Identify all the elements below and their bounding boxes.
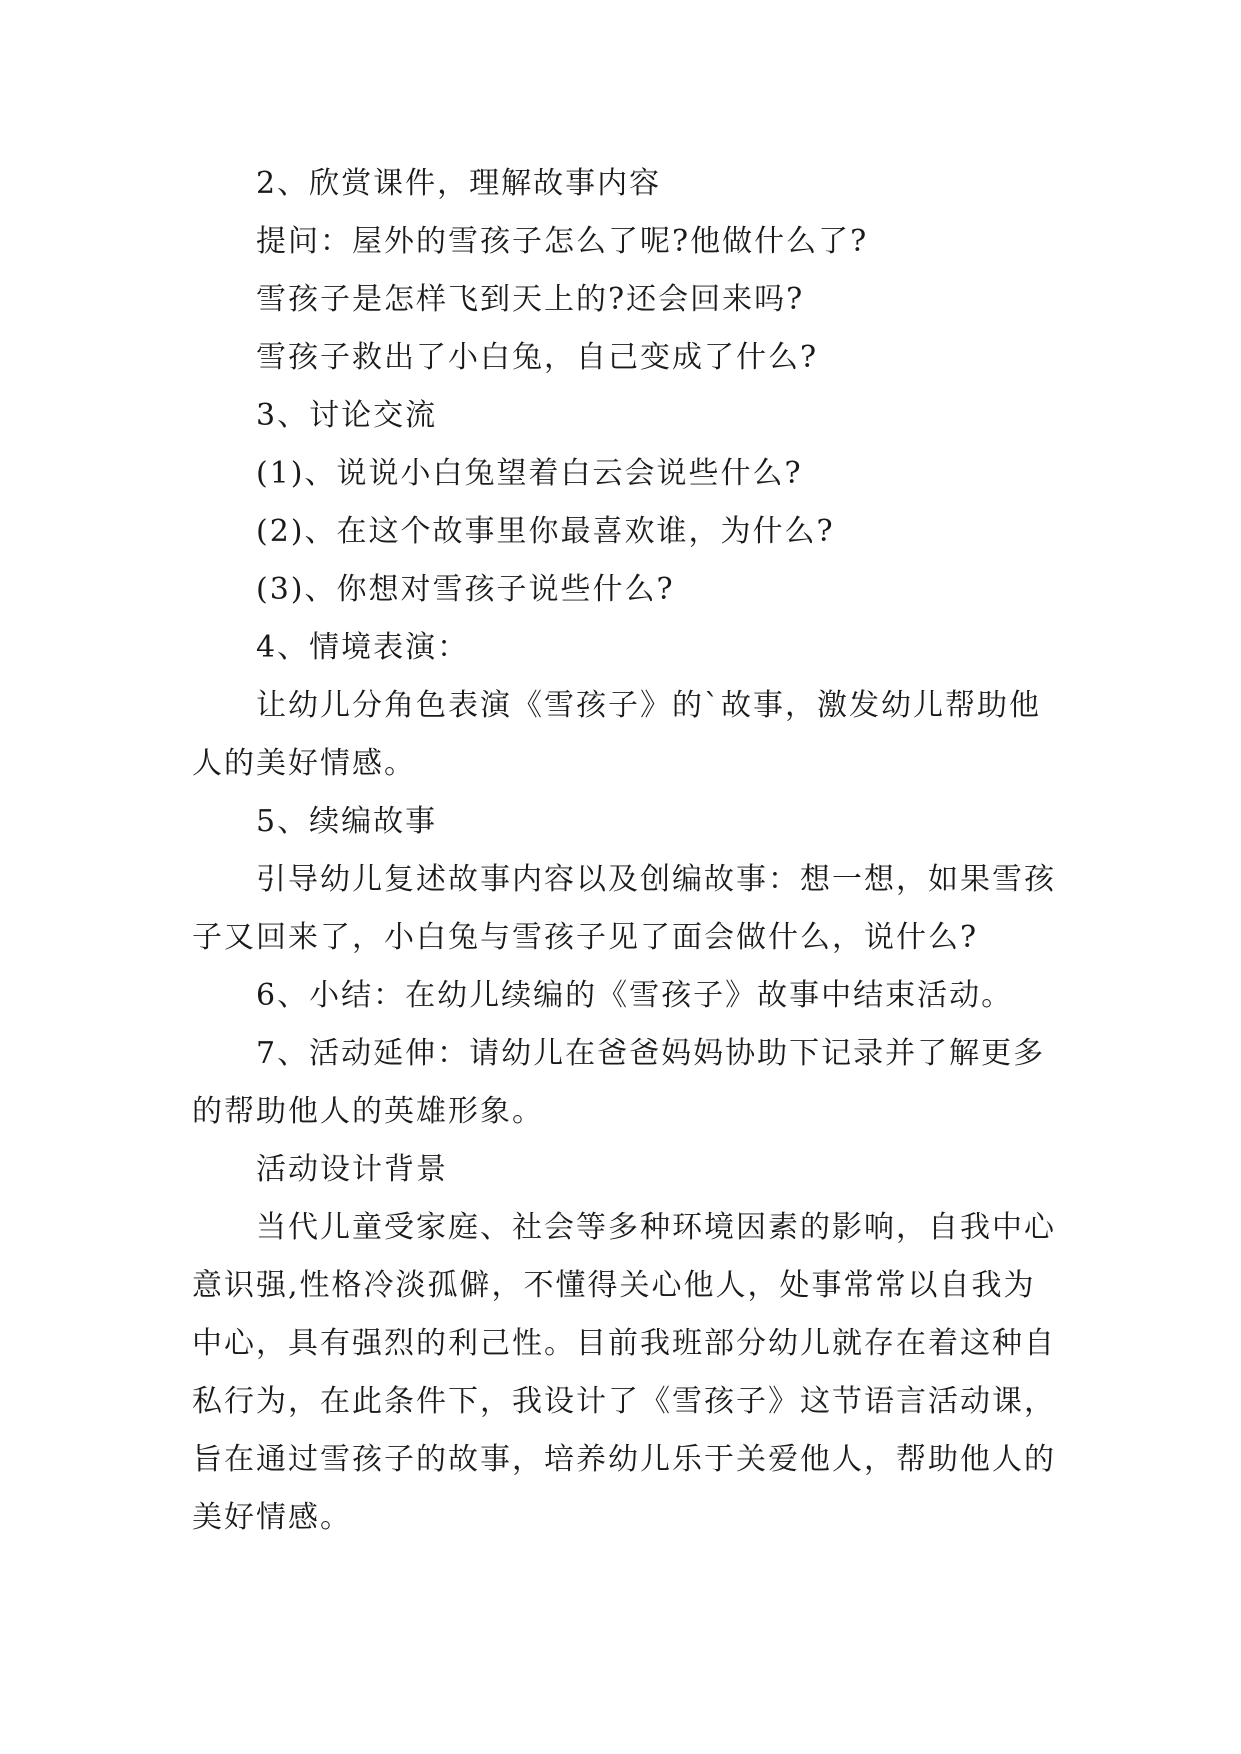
paragraph-discussion-1: (1)、说说小白兔望着白云会说些什么? xyxy=(256,456,803,491)
document-body xyxy=(192,155,1060,1547)
paragraph-role-play: 让幼儿分角色表演《雪孩子》的`故事，激发幼儿帮助他人的美好情感。 xyxy=(192,688,1041,781)
paragraph-question-3: 雪孩子救出了小白兔，自己变成了什么? xyxy=(256,340,819,375)
section-heading-background: 活动设计背景 xyxy=(256,1152,448,1187)
paragraph-step-5: 5、续编故事 xyxy=(256,804,438,839)
paragraph-step-6: 6、小结：在幼儿续编的《雪孩子》故事中结束活动。 xyxy=(256,978,1014,1013)
paragraph-background: 当代儿童受家庭、社会等多种环境因素的影响，自我中心意识强,性格冷淡孤僻，不懂得关心他人，处事常常以自我为中心，具有强烈的利己性。目前我班部分幼儿就存在着这种自私行为，在此条件下，我设计了《雪孩子》这节语言活动课，旨在通过雪孩子的故事，培养幼儿乐于关爱他人，帮助他人的美好情感。 xyxy=(192,1210,1056,1535)
paragraph-step-4: 4、情境表演： xyxy=(256,630,470,665)
paragraph-discussion-2: (2)、在这个故事里你最喜欢谁，为什么? xyxy=(256,514,835,549)
paragraph-discussion-3: (3)、你想对雪孩子说些什么? xyxy=(256,572,675,607)
paragraph-step-2: 2、欣赏课件，理解故事内容 xyxy=(256,166,662,201)
paragraph-step-7: 7、活动延伸：请幼儿在爸爸妈妈协助下记录并了解更多的帮助他人的英雄形象。 xyxy=(192,1036,1046,1129)
paragraph-retell: 引导幼儿复述故事内容以及创编故事：想一想，如果雪孩子又回来了，小白兔与雪孩子见了面会做什么，说什么? xyxy=(192,862,1056,955)
paragraph-question-2: 雪孩子是怎样飞到天上的?还会回来吗? xyxy=(256,282,805,317)
paragraph-question-1: 提问：屋外的雪孩子怎么了呢?他做什么了? xyxy=(256,224,869,259)
paragraph-step-3: 3、讨论交流 xyxy=(256,398,438,433)
